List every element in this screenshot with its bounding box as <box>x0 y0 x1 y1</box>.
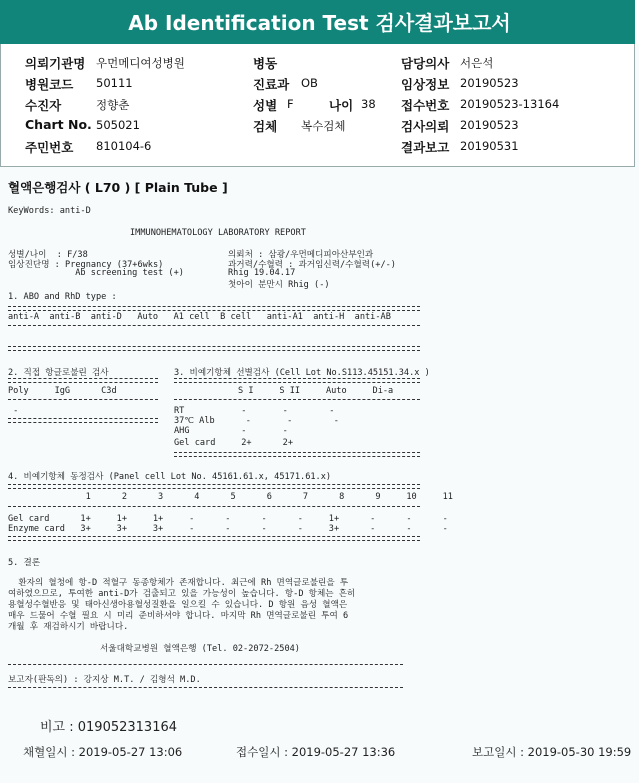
dat-header: Poly IgG C3d <box>8 386 117 396</box>
report-title-bar <box>0 0 639 44</box>
info-rhig: Rhig 19.04.17 <box>228 268 296 278</box>
info-history: 과거력/수혈력 : 과거임신력/수혈력(+/-) <box>228 260 396 270</box>
report-section-title: 혈액은행검사 ( L70 ) [ Plain Tube ] <box>8 180 228 195</box>
conclusion-line-1: 환자의 혈청에 항-D 적혈구 동종항체가 존재합니다. 최근에 Rh 면역글로불린을 투 <box>8 578 349 588</box>
label-clinical-info: 임상정보 <box>401 77 450 92</box>
divider <box>8 306 420 311</box>
info-rhig-note: 첫아이 분만시 Rhig (-) <box>228 280 330 290</box>
lab-report-heading: IMMUNOHEMATOLOGY LABORATORY REPORT <box>130 228 306 238</box>
report-datetime: 보고일시 : 2019-05-30 19:59 <box>472 745 632 759</box>
label-specimen: 검체 <box>253 119 278 134</box>
divider <box>8 687 403 688</box>
label-doctor: 담당의사 <box>401 56 450 71</box>
info-requester: 의뢰처 : 삼광/우먼메디피아산부인과 <box>228 250 374 260</box>
conclusion-line-4: 매우 드물어 수혈 필요 시 미리 준비하셔야 합니다. 마지막 Rh 면역글로불린 투여 6 <box>8 611 349 621</box>
value-sex: F <box>287 97 294 111</box>
divider <box>174 452 420 457</box>
divider <box>8 325 420 326</box>
divider <box>8 399 158 400</box>
info-diagnosis: 임상진단명 : Pregnancy (37+6wks) <box>8 260 164 270</box>
info-diagnosis-2: Ab screening test (+) <box>8 268 184 278</box>
conclusion-line-5: 개월 후 재검하시기 바랍니다. <box>8 622 129 632</box>
title-bar-edge <box>635 0 639 44</box>
value-doctor: 서은석 <box>460 56 494 70</box>
receipt-datetime: 접수일시 : 2019-05-27 13:36 <box>236 745 396 759</box>
section-2-title: 2. 직접 항글로불린 검사 <box>8 368 109 378</box>
label-sex: 성별 <box>253 98 278 113</box>
section-3-title: 3. 비예기항체 선별검사 (Cell Lot No.S113.45151.34.x ) <box>174 368 430 378</box>
hospital-contact: 서울대학교병원 혈액은행 (Tel. 02-2072-2504) <box>100 644 300 654</box>
screen-row-gel: Gel card 2+ 2+ <box>174 438 293 448</box>
label-department: 진료과 <box>253 77 290 92</box>
label-chart-no: Chart No. <box>25 117 92 132</box>
section-4-title: 4. 비예기항체 동정검사 (Panel cell Lot No. 45161.61.x, 45171.61.x) <box>8 472 332 482</box>
value-age: 38 <box>361 97 376 111</box>
divider <box>174 378 420 383</box>
section-1-title: 1. ABO and RhD type : <box>8 292 117 302</box>
header-row-5 <box>1 138 634 158</box>
divider <box>8 418 158 423</box>
value-clinical-info: 20190523 <box>460 76 519 90</box>
value-result-report: 20190531 <box>460 139 519 153</box>
lab-report-body <box>0 172 639 783</box>
screen-row-ahg: AHG - - <box>174 426 288 436</box>
divider <box>8 536 420 541</box>
value-test-request: 20190523 <box>460 118 519 132</box>
header-row-4 <box>1 117 634 137</box>
label-test-request: 검사의뢰 <box>401 119 450 134</box>
header-row-3 <box>1 96 634 116</box>
value-requesting-institution: 우먼메디여성병원 <box>96 56 185 70</box>
panel-row-enzyme: Enzyme card 3+ 3+ 3+ - - - - 3+ - - - <box>8 524 448 534</box>
label-patient: 수진자 <box>25 98 62 113</box>
label-hospital-code: 병원코드 <box>25 77 74 92</box>
conclusion-line-3: 용혈성수혈반응 및 태아신생아용혈성질환을 일으킬 수 있습니다. D 항원 음성 혈액은 <box>8 600 348 610</box>
divider <box>8 346 420 351</box>
section-5-title: 5. 결론 <box>8 558 41 568</box>
panel-row-gel: Gel card 1+ 1+ 1+ - - - - 1+ - - - <box>8 514 448 524</box>
label-result-report: 결과보고 <box>401 140 450 155</box>
screen-row-rt: RT - - - <box>174 406 335 416</box>
value-patient: 정향춘 <box>96 98 130 112</box>
value-hospital-code: 50111 <box>96 76 133 90</box>
divider <box>8 484 420 489</box>
screen-row-alb: 37℃ Alb - - - <box>174 416 339 426</box>
label-requesting-institution: 의뢰기관명 <box>25 56 86 71</box>
value-accession-number: 20190523-13164 <box>460 97 560 111</box>
label-accession-number: 접수번호 <box>401 98 450 113</box>
panel-header: 1 2 3 4 5 6 7 8 9 10 11 <box>8 492 453 502</box>
label-resident-number: 주민번호 <box>25 140 74 155</box>
header-row-1 <box>1 54 634 74</box>
value-chart-no: 505021 <box>96 118 140 132</box>
header-row-2 <box>1 75 634 95</box>
label-ward: 병동 <box>253 56 278 71</box>
reporter-line: 보고자(판독의) : 강지상 M.T. / 김형석 M.D. <box>8 675 201 685</box>
report-title: Ab Identification Test 검사결과보고서 <box>128 11 511 35</box>
divider <box>8 506 420 507</box>
info-sex-age: 성별/나이 : F/38 <box>8 250 88 260</box>
label-age: 나이 <box>329 98 354 113</box>
conclusion-line-2: 여하였으므로, 투여한 anti-D가 검출되고 있을 가능성이 높습니다. 항-D 항체는 흔히 <box>8 589 356 599</box>
remarks: 비고 : 019052313164 <box>40 720 178 735</box>
value-specimen: 복수검체 <box>301 119 346 133</box>
value-resident-number: 810104-6 <box>96 139 152 153</box>
keywords-line: KeyWords: anti-D <box>8 206 91 216</box>
value-department: OB <box>301 76 318 90</box>
collection-datetime: 채혈일시 : 2019-05-27 13:06 <box>23 745 183 759</box>
screen-header: S I S II Auto Di-a <box>238 386 394 396</box>
dat-result: - <box>8 406 19 416</box>
abo-rhd-header: anti-A anti-B anti-D Auto A1 cell B cell anti-A1 anti-H anti-AB <box>8 312 391 322</box>
patient-header <box>0 44 635 167</box>
divider <box>8 378 158 383</box>
divider <box>8 664 403 665</box>
divider <box>174 399 420 400</box>
